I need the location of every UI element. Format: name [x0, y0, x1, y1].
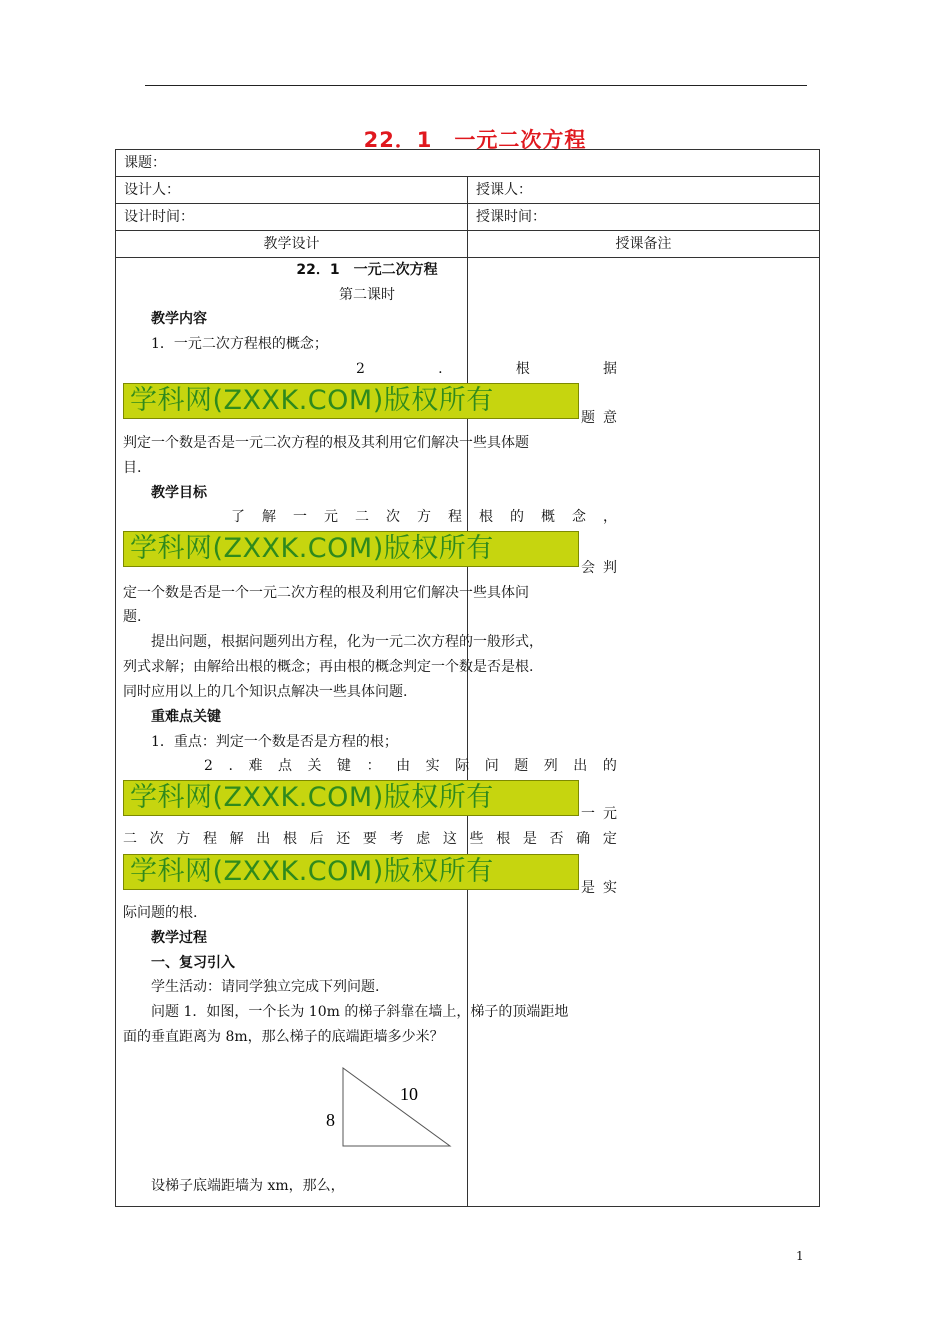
text-char: 的 — [602, 758, 617, 774]
goal-1-line2: 定一个数是否是一个一元二次方程的根及利用它们解决一些具体问 — [123, 585, 529, 601]
key-item-1: 1．重点：判定一个数是否是方程的根； — [151, 734, 398, 750]
content-title: 22．1 一元二次方程 — [296, 262, 438, 278]
text-char: 列 — [543, 758, 558, 774]
watermark-banner: 学科网(ZXXK.COM)版权所有 — [123, 780, 579, 816]
text-char: 根 — [515, 361, 530, 377]
text-char: 意 — [603, 410, 617, 426]
text-char: 次 — [386, 509, 400, 525]
teach-time-cell: 授课时间： — [468, 204, 820, 231]
watermark-banner: 学科网(ZXXK.COM)版权所有 — [123, 854, 579, 890]
text-char: 是 — [522, 831, 537, 847]
text-char: 出 — [573, 758, 588, 774]
design-header: 教学设计 — [116, 231, 468, 258]
content-item-1: 1．一元二次方程根的概念； — [151, 336, 328, 352]
heading-content: 教学内容 — [151, 311, 207, 327]
content-subtitle: 第二课时 — [339, 287, 395, 303]
text-char: 难 — [248, 758, 263, 774]
hypotenuse-label: 10 — [400, 1084, 418, 1104]
text-char: 虑 — [416, 831, 431, 847]
text-char: 后 — [309, 831, 324, 847]
text-char: 解 — [229, 831, 244, 847]
question-1-line2: 面的垂直距离为 8m，那么梯子的底端距墙多少米？ — [123, 1029, 444, 1045]
text-char: 程 — [448, 509, 462, 525]
content-item-2-line2: 判定一个数是否是一元二次方程的根及其利用它们解决一些具体题 — [123, 435, 529, 451]
text-char: 根 — [479, 509, 493, 525]
text-char: 会 — [581, 560, 595, 576]
leg-label: 8 — [326, 1110, 335, 1130]
text-char: 2 — [204, 758, 213, 774]
text-char: 二 — [355, 509, 369, 525]
page-number: 1 — [796, 1249, 804, 1263]
text-char: 际 — [455, 758, 470, 774]
text-char: 据 — [602, 361, 617, 377]
heading-key: 重难点关键 — [151, 709, 221, 725]
watermark-banner: 学科网(ZXXK.COM)版权所有 — [123, 531, 579, 567]
text-char: 确 — [576, 831, 591, 847]
text-char: . — [438, 361, 443, 377]
text-char: 判 — [603, 560, 617, 576]
text-char: 题 — [514, 758, 529, 774]
text-char: 否 — [549, 831, 564, 847]
design-time-cell: 设计时间： — [116, 204, 468, 231]
designer-cell: 设计人： — [116, 177, 468, 204]
text-char: 的 — [510, 509, 524, 525]
text-char: 一 — [293, 509, 307, 525]
text-char: 次 — [149, 831, 164, 847]
text-char: 根 — [282, 831, 297, 847]
text-char: . — [228, 758, 233, 774]
text-char: 定 — [602, 831, 617, 847]
text-char: 实 — [603, 880, 617, 896]
text-char: 元 — [603, 806, 617, 822]
lesson-table — [115, 149, 820, 1207]
notes-header: 授课备注 — [468, 231, 820, 258]
text-char: 要 — [362, 831, 377, 847]
text-char: 解 — [262, 509, 276, 525]
text-char: 出 — [256, 831, 271, 847]
text-char: 是 — [581, 880, 595, 896]
text-char: 键 — [337, 758, 352, 774]
text-char: 方 — [176, 831, 191, 847]
text-char: 一 — [581, 806, 595, 822]
content-item-2-line3: 目. — [123, 460, 142, 476]
text-char: 了 — [231, 509, 245, 525]
text-char: 二 — [123, 831, 137, 847]
watermark-banner: 学科网(ZXXK.COM)版权所有 — [123, 383, 579, 419]
text-char: 点 — [277, 758, 292, 774]
text-char: 考 — [389, 831, 404, 847]
heading-goal: 教学目标 — [151, 485, 207, 501]
text-char: 程 — [202, 831, 217, 847]
heading-process: 教学过程 — [151, 930, 207, 946]
goal-1-line3: 题. — [123, 609, 142, 625]
text-char: 元 — [324, 509, 338, 525]
notes-cell — [468, 258, 820, 1207]
text-char: 这 — [442, 831, 457, 847]
text-char: ： — [366, 758, 381, 774]
teacher-cell: 授课人： — [468, 177, 820, 204]
text-char: 根 — [496, 831, 511, 847]
text-char: 问 — [484, 758, 499, 774]
key-item-2-line3: 际问题的根. — [123, 905, 198, 921]
question-1-line1: 问题 1．如图，一个长为 10m 的梯子斜靠在墙上，梯子的顶端距地 — [151, 1004, 569, 1020]
text-char: 2 — [356, 361, 365, 377]
text-char: 概 — [541, 509, 555, 525]
page-title: 22．1 一元二次方程 — [363, 128, 587, 152]
topic-cell: 课题： — [116, 150, 820, 177]
heading-review: 一、复习引入 — [151, 955, 235, 971]
goal-2-line3: 同时应用以上的几个知识点解决一些具体问题. — [123, 684, 408, 700]
let-x-line: 设梯子底端距墙为 xm，那么， — [151, 1178, 345, 1194]
text-char: 还 — [336, 831, 351, 847]
text-char: 题 — [581, 410, 595, 426]
top-rule — [145, 85, 807, 86]
student-activity: 学生活动：请同学独立完成下列问题. — [151, 979, 380, 995]
text-char: 实 — [425, 758, 440, 774]
ladder-triangle-figure — [316, 1064, 476, 1164]
goal-2-line1: 提出问题，根据问题列出方程，化为一元二次方程的一般形式， — [151, 634, 543, 650]
text-char: ， — [603, 509, 617, 525]
text-char: 方 — [417, 509, 431, 525]
triangle-shape — [343, 1068, 450, 1146]
text-char: 关 — [307, 758, 322, 774]
text-char: 念 — [572, 509, 586, 525]
goal-2-line2: 列式求解；由解给出根的概念；再由根的概念判定一个数是否是根. — [123, 659, 534, 675]
text-char: 些 — [469, 831, 484, 847]
content-cell — [116, 258, 617, 1207]
text-char: 由 — [396, 758, 411, 774]
